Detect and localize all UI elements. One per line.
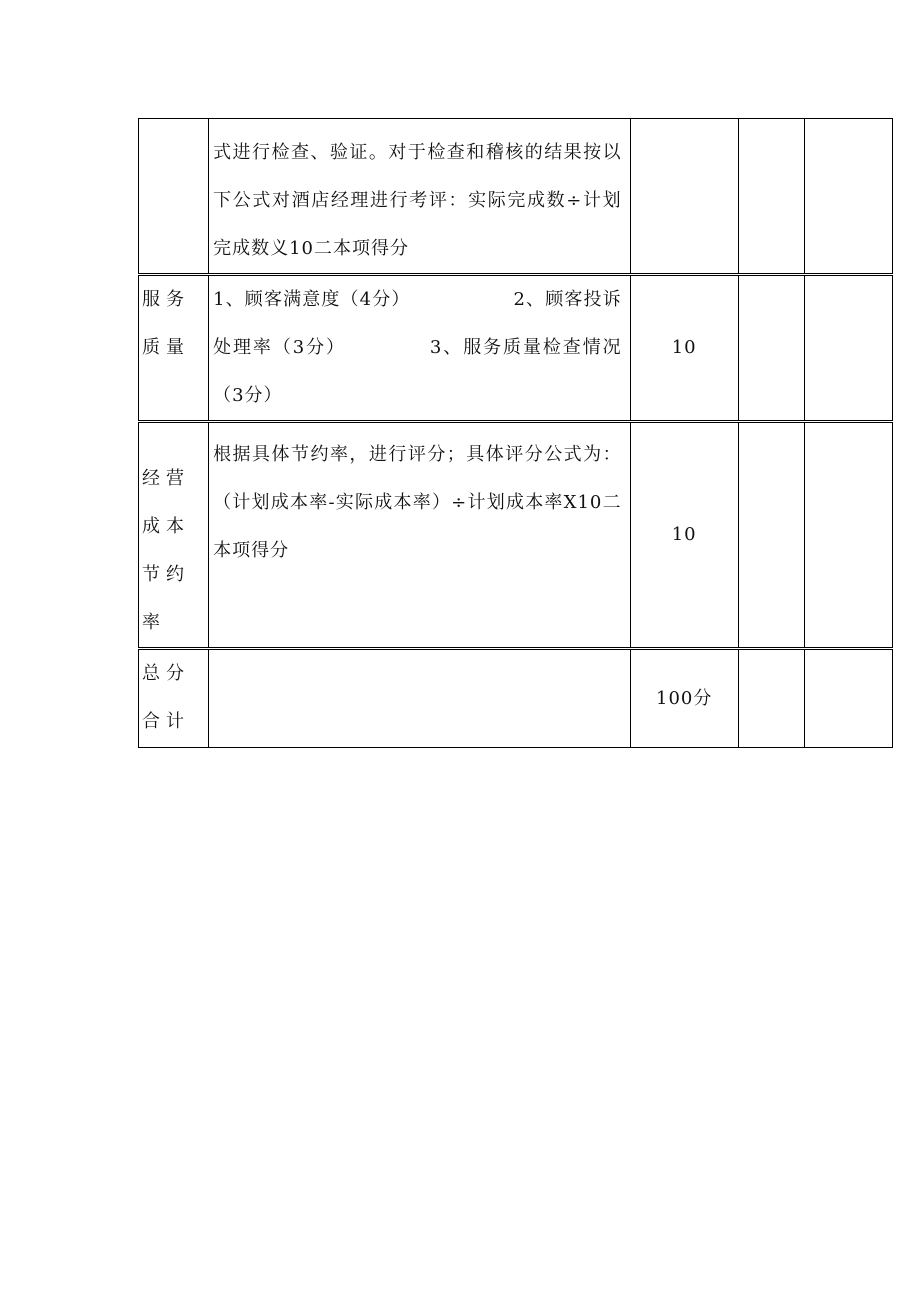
blank-cell [804,649,892,748]
description-cell: 根据具体节约率，进行评分；具体评分公式为：（计划成本率-实际成本率）÷计划成本率X10二本项得分 [209,422,631,649]
table-row [139,649,893,748]
blank-cell [804,422,892,649]
blank-cell [738,649,804,748]
score-table [138,118,893,748]
score-cell [630,119,738,275]
total-score-cell: 100分 [630,649,738,748]
blank-cell [738,422,804,649]
table-row [139,422,893,649]
description-cell [209,649,631,748]
table-row [139,119,893,275]
evaluation-sheet [138,118,893,748]
description-cell: 1、顾客满意度（4分） 2、顾客投诉处理率（3分） 3、服务质量检查情况（3分） [209,275,631,422]
category-cell [139,119,209,275]
blank-cell [738,119,804,275]
category-cell: 服务 质量 [139,275,209,422]
blank-cell [804,119,892,275]
category-cell: 总分 合计 [139,649,209,748]
blank-cell [804,275,892,422]
table-row [139,275,893,422]
description-cell: 式进行检查、验证。对于检查和稽核的结果按以下公式对酒店经理进行考评：实际完成数÷计划完成数义10二本项得分 [209,119,631,275]
category-cell: 经营成本节约率 [139,422,209,649]
score-cell: 10 [630,275,738,422]
blank-cell [738,275,804,422]
score-cell: 10 [630,422,738,649]
